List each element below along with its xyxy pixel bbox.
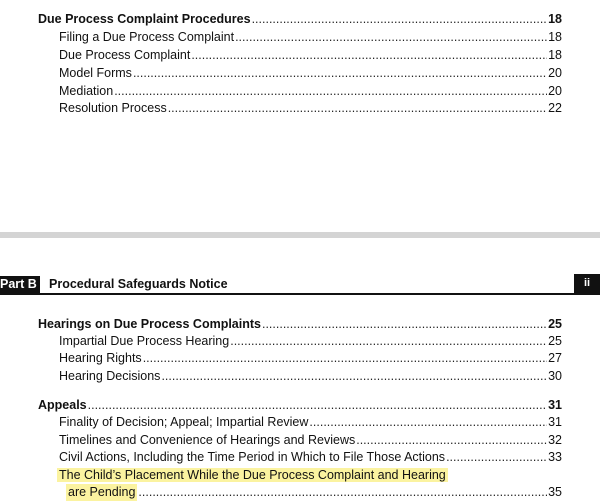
- toc-entry-title: Hearing Decisions: [59, 369, 161, 383]
- toc-entry[interactable]: [59, 432, 562, 449]
- toc-page-number: 18: [548, 12, 562, 26]
- toc-leader-dots: [168, 100, 547, 117]
- toc-page-number: 25: [548, 334, 562, 348]
- toc-entry-highlighted[interactable]: [57, 467, 448, 484]
- toc-leader-dots: [309, 414, 547, 431]
- toc-heading-hearings[interactable]: [38, 316, 562, 333]
- part-title: Procedural Safeguards Notice: [49, 277, 228, 291]
- toc-entry-title: Filing a Due Process Complaint: [59, 30, 235, 44]
- toc-leader-dots: [133, 65, 547, 82]
- toc-leader-dots: [138, 484, 547, 501]
- toc-entry[interactable]: [59, 414, 562, 431]
- toc-entry[interactable]: [59, 29, 562, 46]
- toc-page-number: 31: [548, 398, 562, 412]
- toc-leader-dots: [230, 333, 547, 350]
- toc-entry-title: Civil Actions, Including the Time Period in Which to File Those Actions: [59, 450, 446, 464]
- toc-entry[interactable]: [59, 47, 562, 64]
- toc-leader-dots: [446, 449, 547, 466]
- part-header-rule: [0, 293, 600, 295]
- highlighted-entry-line1: The Child’s Placement While the Due Process Complaint and Hearing: [59, 468, 446, 482]
- toc-page-number: 20: [548, 84, 562, 98]
- part-header: [0, 274, 600, 295]
- toc-page-number: 32: [548, 433, 562, 447]
- toc-leader-dots: [252, 11, 547, 28]
- toc-entry[interactable]: [59, 333, 562, 350]
- toc-leader-dots: [191, 47, 547, 64]
- toc-entry[interactable]: [59, 83, 562, 100]
- toc-page-number: 31: [548, 415, 562, 429]
- toc-leader-dots: [143, 350, 547, 367]
- highlighted-entry-line2: are Pending: [68, 485, 136, 499]
- toc-leader-dots: [262, 316, 547, 333]
- toc-leader-dots: [88, 397, 547, 414]
- toc-entry-title: Resolution Process: [59, 101, 167, 115]
- toc-page-number: 30: [548, 369, 562, 383]
- toc-page-number: 20: [548, 66, 562, 80]
- toc-entry-title: Impartial Due Process Hearing: [59, 334, 230, 348]
- toc-heading-title: Hearings on Due Process Complaints: [38, 317, 261, 331]
- toc-page-number: 22: [548, 101, 562, 115]
- toc-entry-highlighted-cont[interactable]: [66, 484, 562, 501]
- toc-entry-title: Model Forms: [59, 66, 132, 80]
- toc-leader-dots: [235, 29, 547, 46]
- part-label: Part B: [0, 276, 40, 293]
- toc-page-number: 27: [548, 351, 562, 365]
- toc-heading-title: Appeals: [38, 398, 87, 412]
- toc-heading-due-process[interactable]: [38, 11, 562, 28]
- toc-entry-title: Hearing Rights: [59, 351, 142, 365]
- toc-page-number: 18: [548, 30, 562, 44]
- toc-page-number: 35: [548, 485, 562, 499]
- toc-entry[interactable]: [59, 350, 562, 367]
- toc-leader-dots: [356, 432, 547, 449]
- toc-entry[interactable]: [59, 368, 562, 385]
- toc-page-number: 25: [548, 317, 562, 331]
- toc-entry-title: Due Process Complaint: [59, 48, 191, 62]
- toc-entry-title: Timelines and Convenience of Hearings and Reviews: [59, 433, 356, 447]
- toc-entry[interactable]: [59, 65, 562, 82]
- toc-heading-title: Due Process Complaint Procedures: [38, 12, 251, 26]
- toc-entry-title: Finality of Decision; Appeal; Impartial Review: [59, 415, 309, 429]
- toc-entry[interactable]: [59, 449, 562, 466]
- toc-heading-appeals[interactable]: [38, 397, 562, 414]
- page-number-badge: ii: [574, 274, 600, 293]
- toc-leader-dots: [114, 83, 547, 100]
- toc-leader-dots: [161, 368, 547, 385]
- toc-page-number: 18: [548, 48, 562, 62]
- toc-entry-title: Mediation: [59, 84, 114, 98]
- toc-entry[interactable]: [59, 100, 562, 117]
- toc-page-number: 33: [548, 450, 562, 464]
